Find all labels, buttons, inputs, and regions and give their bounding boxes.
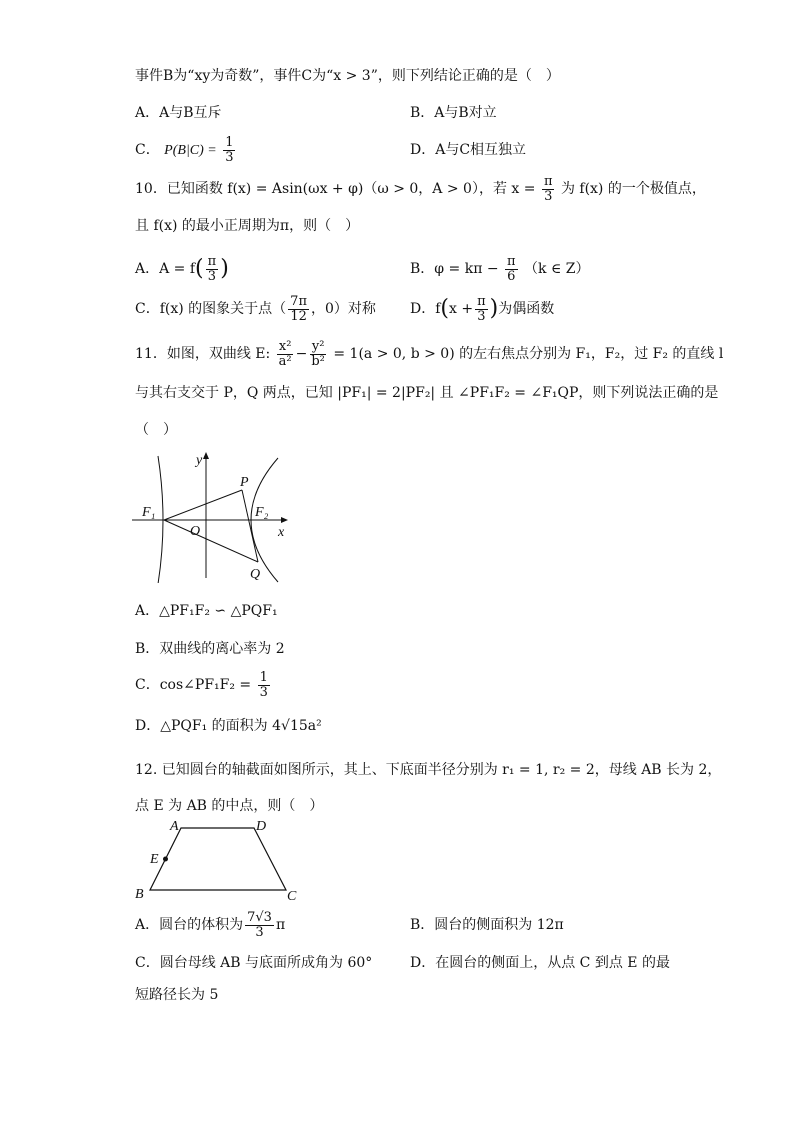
label-b: B: [135, 887, 144, 902]
q11-stem-line3: （ ）: [135, 422, 177, 438]
q9-option-c[interactable]: [135, 133, 237, 168]
fraction-numerator: π: [207, 253, 217, 269]
q10-stem-text-a: 10．已知函数 f(x) = Asin(ωx + φ)（ω > 0，A > 0），若 x =: [135, 181, 536, 197]
q12-option-a-fraction: [245, 911, 274, 940]
label-x: x: [278, 525, 285, 540]
fraction-numerator: x²: [278, 338, 292, 354]
segment-f1-p: [164, 490, 242, 520]
fraction-denominator: 3: [225, 149, 234, 165]
q9-stem: 事件B为“xy为奇数”，事件C为“x > 3”，则下列结论正确的是（ ）: [135, 68, 560, 84]
q12-option-a[interactable]: [135, 908, 285, 942]
fraction-numerator: 7√3: [247, 909, 272, 925]
q10-option-c-fraction: [288, 295, 309, 324]
fraction-numerator: y²: [311, 338, 325, 354]
segment-f1-q: [164, 520, 258, 562]
point-e: [163, 857, 168, 862]
fraction-denominator: 3: [255, 924, 264, 940]
fraction-numerator: 7π: [290, 293, 307, 309]
label-d: D: [256, 819, 267, 834]
q10-stem-fraction: [542, 175, 555, 204]
left-paren: (: [440, 296, 449, 321]
fraction-numerator: 1: [225, 134, 234, 150]
minus-sign: −: [295, 346, 308, 362]
q12-frustum-figure: [130, 818, 305, 903]
q10-option-d-text-b: x +: [449, 301, 474, 317]
q10-option-d-text-c: 为偶函数: [498, 301, 555, 317]
q9-option-b[interactable]: B．A与B对立: [410, 105, 497, 121]
q10-stem-text-b: 为 f(x) 的一个极值点，: [560, 181, 706, 197]
fraction-denominator: b²: [311, 353, 325, 369]
label-f2: F₂: [255, 505, 269, 520]
q12-option-c[interactable]: C．圆台母线 AB 与底面所成角为 60°: [135, 955, 373, 971]
q11-stem-text-a: 11．如图，双曲线 E:: [135, 346, 271, 362]
fraction-numerator: π: [543, 173, 553, 189]
q11-option-c-fraction: [258, 671, 270, 700]
fraction-denominator: 3: [477, 308, 486, 324]
q10-option-b-fraction: [505, 255, 518, 284]
q10-option-a[interactable]: [135, 252, 229, 286]
q10-option-c-text-b: ，0）对称: [311, 301, 376, 317]
label-f1: F₁: [142, 505, 156, 520]
q9-option-c-fraction: [223, 136, 235, 165]
fraction-numerator: π: [507, 253, 516, 269]
q10-option-c-text-a: C．f(x) 的图象关于点（: [135, 301, 287, 317]
q12-option-d-line1[interactable]: D．在圆台的侧面上，从点 C 到点 E 的最: [410, 955, 670, 971]
right-paren: ): [220, 256, 229, 281]
fraction-denominator: 6: [507, 268, 516, 284]
q9-option-d[interactable]: D．A与C相互独立: [410, 142, 527, 158]
q10-stem-line1: [135, 172, 706, 206]
label-c: C: [287, 889, 297, 903]
q12-option-b[interactable]: B．圆台的侧面积为 12π: [410, 917, 564, 933]
x-axis-arrow: [281, 517, 288, 523]
q9-option-c-expr: P(B|C) =: [164, 143, 217, 158]
q11-stem-line2: 与其右支交于 P，Q 两点，已知 |PF₁| = 2|PF₂| 且 ∠PF₁F₂ = ∠F₁QP，则下列说法正确的是: [135, 385, 719, 401]
q10-option-d[interactable]: [410, 292, 554, 326]
q11-stem-line1: [135, 336, 723, 372]
q9-option-a[interactable]: A．A与B互斥: [135, 105, 222, 121]
fraction-denominator: 3: [207, 268, 217, 284]
fraction-denominator: a²: [278, 353, 292, 369]
q10-option-a-fraction: [206, 255, 219, 284]
q11-hyperbola-figure: [128, 448, 298, 583]
label-o: O: [190, 524, 201, 539]
label-a: A: [170, 819, 179, 834]
q12-stem-line1: 12. 已知圆台的轴截面如图所示，其上、下底面半径分别为 r₁ = 1, r₂ = 2，母线 AB 长为 2，: [135, 762, 722, 778]
label-y: y: [196, 453, 203, 468]
fraction-numerator: π: [477, 293, 486, 309]
fraction-denominator: 3: [259, 684, 268, 700]
q10-stem-line2: 且 f(x) 的最小正周期为π，则（ ）: [135, 218, 360, 234]
q10-option-b[interactable]: [410, 252, 590, 286]
label-q: Q: [250, 567, 261, 582]
y-axis-arrow: [203, 452, 209, 459]
q11-stem-text-b: = 1(a > 0, b > 0) 的左右焦点分别为 F₁，F₂，过 F₂ 的直线 l: [333, 346, 724, 362]
left-paren: (: [195, 256, 204, 281]
fraction-denominator: 12: [290, 308, 307, 324]
q11-option-a[interactable]: A．△PF₁F₂ ∽ △PQF₁: [135, 603, 278, 619]
q11-option-d[interactable]: D．△PQF₁ 的面积为 4√15a²: [135, 718, 322, 734]
q10-option-b-text-a: B．φ = kπ −: [410, 261, 499, 277]
q10-option-d-fraction: [475, 295, 488, 324]
fraction-numerator: 1: [259, 669, 268, 685]
label-e: E: [150, 852, 159, 867]
q12-option-d-line2: 短路径长为 5: [135, 987, 219, 1003]
line-l: [242, 490, 258, 562]
q11-option-c[interactable]: [135, 668, 272, 702]
q12-option-a-text-b: π: [275, 917, 286, 933]
q9-option-c-label: C．: [135, 142, 160, 158]
q11-x-fraction: [277, 340, 294, 369]
q12-stem-line2: 点 E 为 AB 的中点，则（ ）: [135, 798, 324, 814]
axial-section-trapezoid: [150, 828, 286, 890]
q10-option-c[interactable]: [135, 292, 376, 326]
q11-option-c-text: C．cos∠PF₁F₂ =: [135, 677, 252, 693]
q12-option-a-text-a: A．圆台的体积为: [135, 917, 244, 933]
q10-option-d-text-a: D．f: [410, 301, 441, 317]
q10-option-a-text: A．A = f: [135, 261, 196, 277]
fraction-denominator: 3: [544, 188, 553, 204]
label-p: P: [240, 475, 249, 490]
q11-option-b[interactable]: B．双曲线的离心率为 2: [135, 641, 285, 657]
q11-y-fraction: [309, 340, 327, 369]
right-paren: ): [489, 296, 499, 321]
q10-option-b-text-b: （k ∈ Z）: [524, 261, 590, 277]
